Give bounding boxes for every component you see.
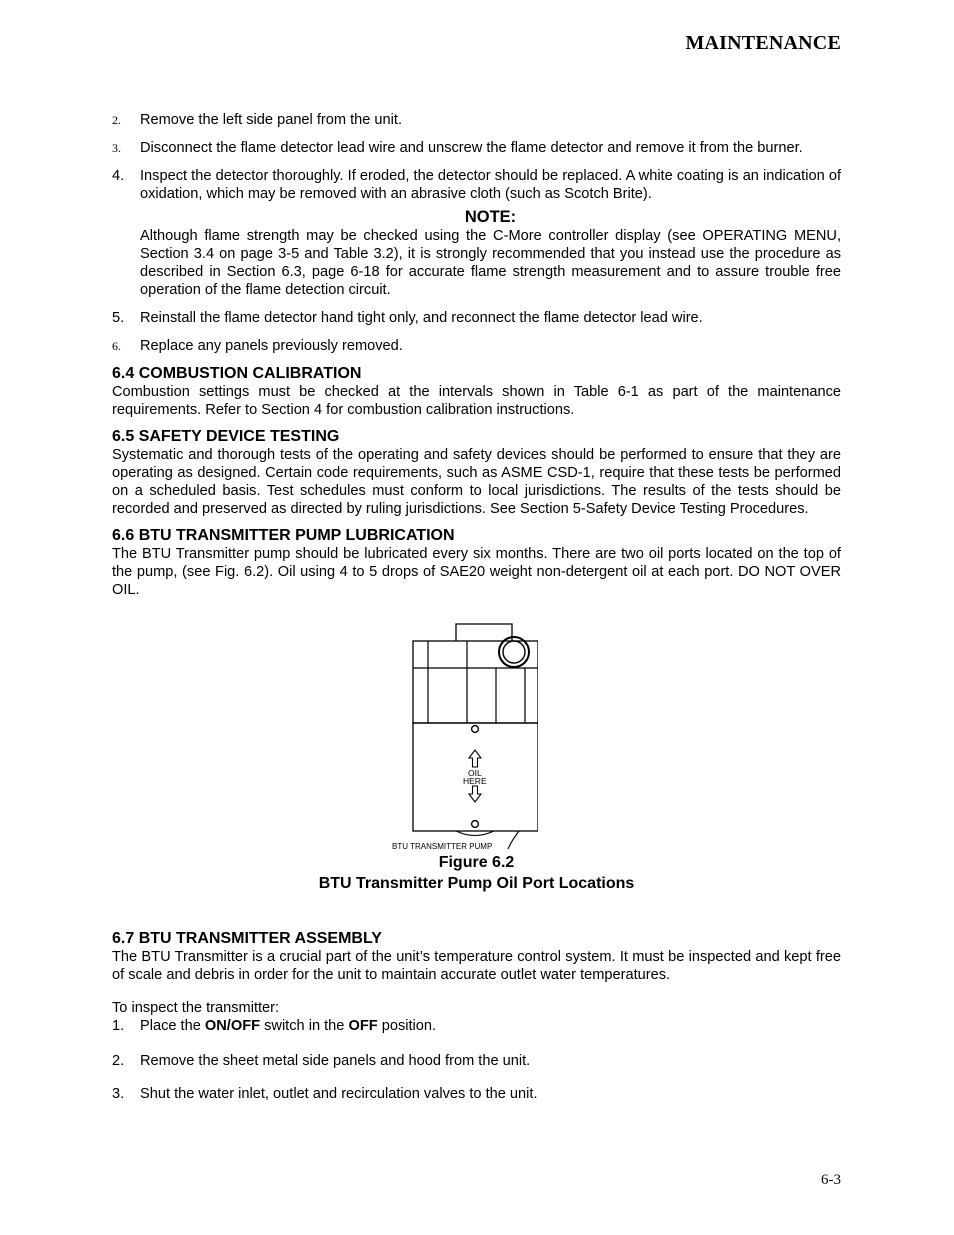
pump-diagram (388, 612, 538, 852)
step-number: 2. (112, 113, 121, 127)
step-number: 1. (112, 1018, 125, 1034)
step-text: Place the ON/OFF switch in the OFF position. (140, 1018, 437, 1034)
pump-label: BTU TRANSMITTER PUMP (392, 842, 493, 851)
step-number: 2. (112, 1053, 125, 1069)
step-text: Reinstall the flame detector hand tight only, and reconnect the flame detector lead wire. (140, 310, 703, 326)
inspect-step-2 (112, 1052, 841, 1070)
leader-line (508, 831, 519, 849)
inspect-step-3 (112, 1085, 841, 1103)
note-title: NOTE: (464, 208, 517, 226)
page-header-title: MAINTENANCE (685, 32, 841, 54)
pump-knob-inner (503, 641, 525, 663)
step-text: Remove the left side panel from the unit. (140, 112, 403, 128)
oil-port-icon (472, 726, 479, 733)
figure-6-2 (112, 612, 841, 852)
step-text: Shut the water inlet, outlet and recirculation valves to the unit. (140, 1086, 538, 1102)
pump-upper-body (413, 641, 538, 723)
step-number: 3. (112, 1086, 125, 1102)
section-body-6-6: The BTU Transmitter pump should be lubricated every six months. There are two oil ports located on the top of the pump, (see Fig. 6.2). Oil using 4 to 5 drops of SAE20 weight non-detergent oil at each port. DO NOT OVER OIL. (112, 546, 841, 598)
step-number: 6. (112, 339, 121, 353)
step-number: 4. (112, 168, 125, 184)
arrow-up-icon (469, 750, 481, 767)
section-title-6-7: 6.7 BTU TRANSMITTER ASSEMBLY (112, 930, 382, 947)
page-number: 6-3 (821, 1172, 841, 1188)
pump-top-tab (456, 624, 512, 641)
section-title-6-4: 6.4 COMBUSTION CALIBRATION (112, 365, 362, 382)
section-body-6-7: The BTU Transmitter is a crucial part of the unit’s temperature control system. It must be inspected and kept free of scale and debris in order for the unit to maintain accurate outlet water temperatures. (112, 949, 841, 983)
inspect-step-1 (112, 1017, 841, 1035)
section-body-6-4: Combustion settings must be checked at the intervals shown in Table 6-1 as part of the maintenance requirements. Refer to Section 4 for combustion calibration instructions. (112, 384, 841, 418)
step-text: Disconnect the flame detector lead wire and unscrew the flame detector and remove it from the burner. (140, 140, 803, 156)
step-4 (112, 167, 841, 203)
step-5 (112, 309, 841, 327)
step-number: 5. (112, 310, 125, 326)
page-content (112, 111, 841, 1113)
note-box (140, 207, 841, 299)
oil-label: OIL (468, 768, 482, 778)
step-2 (112, 111, 841, 129)
figure-caption-title: BTU Transmitter Pump Oil Port Locations (318, 875, 635, 892)
step-text: Replace any panels previously removed. (140, 338, 403, 354)
step-3 (112, 139, 841, 157)
oil-port-icon (472, 821, 479, 828)
section-body-6-5: Systematic and thorough tests of the operating and safety devices should be performed to ensure that they are operating as designed. Certain code requirements, such as ASME CSD-1, require that these tests be performed on a scheduled basis. Test schedules must conform to local jurisdictions. The results of the tests should be recorded and preserved as directed by ruling jurisdictions. See Section 5-Safety Device Testing Procedures. (112, 447, 841, 517)
figure-caption-number: Figure 6.2 (438, 854, 515, 871)
step-text: Remove the sheet metal side panels and hood from the unit. (140, 1053, 531, 1069)
step-6 (112, 337, 841, 355)
here-label: HERE (463, 776, 487, 786)
step-text: Inspect the detector thoroughly. If eroded, the detector should be replaced. A white coating is an indication of oxidation, which may be removed with an abrasive cloth (such as Scotch Brite). (140, 168, 841, 202)
on-off-switch-label: ON/OFF (204, 1018, 261, 1034)
inspect-intro: To inspect the transmitter: (112, 1000, 280, 1016)
arrow-down-icon (469, 786, 481, 802)
step-number: 3. (112, 141, 121, 155)
off-position-label: OFF (348, 1018, 378, 1034)
section-title-6-5: 6.5 SAFETY DEVICE TESTING (112, 428, 340, 445)
section-title-6-6: 6.6 BTU TRANSMITTER PUMP LUBRICATION (112, 527, 455, 544)
note-body: Although flame strength may be checked using the C-More controller display (see OPERATING MENU, Section 3.4 on page 3-5 and Table 3.2), it is strongly recommended that you instead use the procedure as described in Section 6.3, page 6-18 for accurate flame strength measurement and to assure trouble free operation of the flame detection circuit. (140, 228, 841, 298)
pump-bottom-bulge (456, 831, 494, 836)
